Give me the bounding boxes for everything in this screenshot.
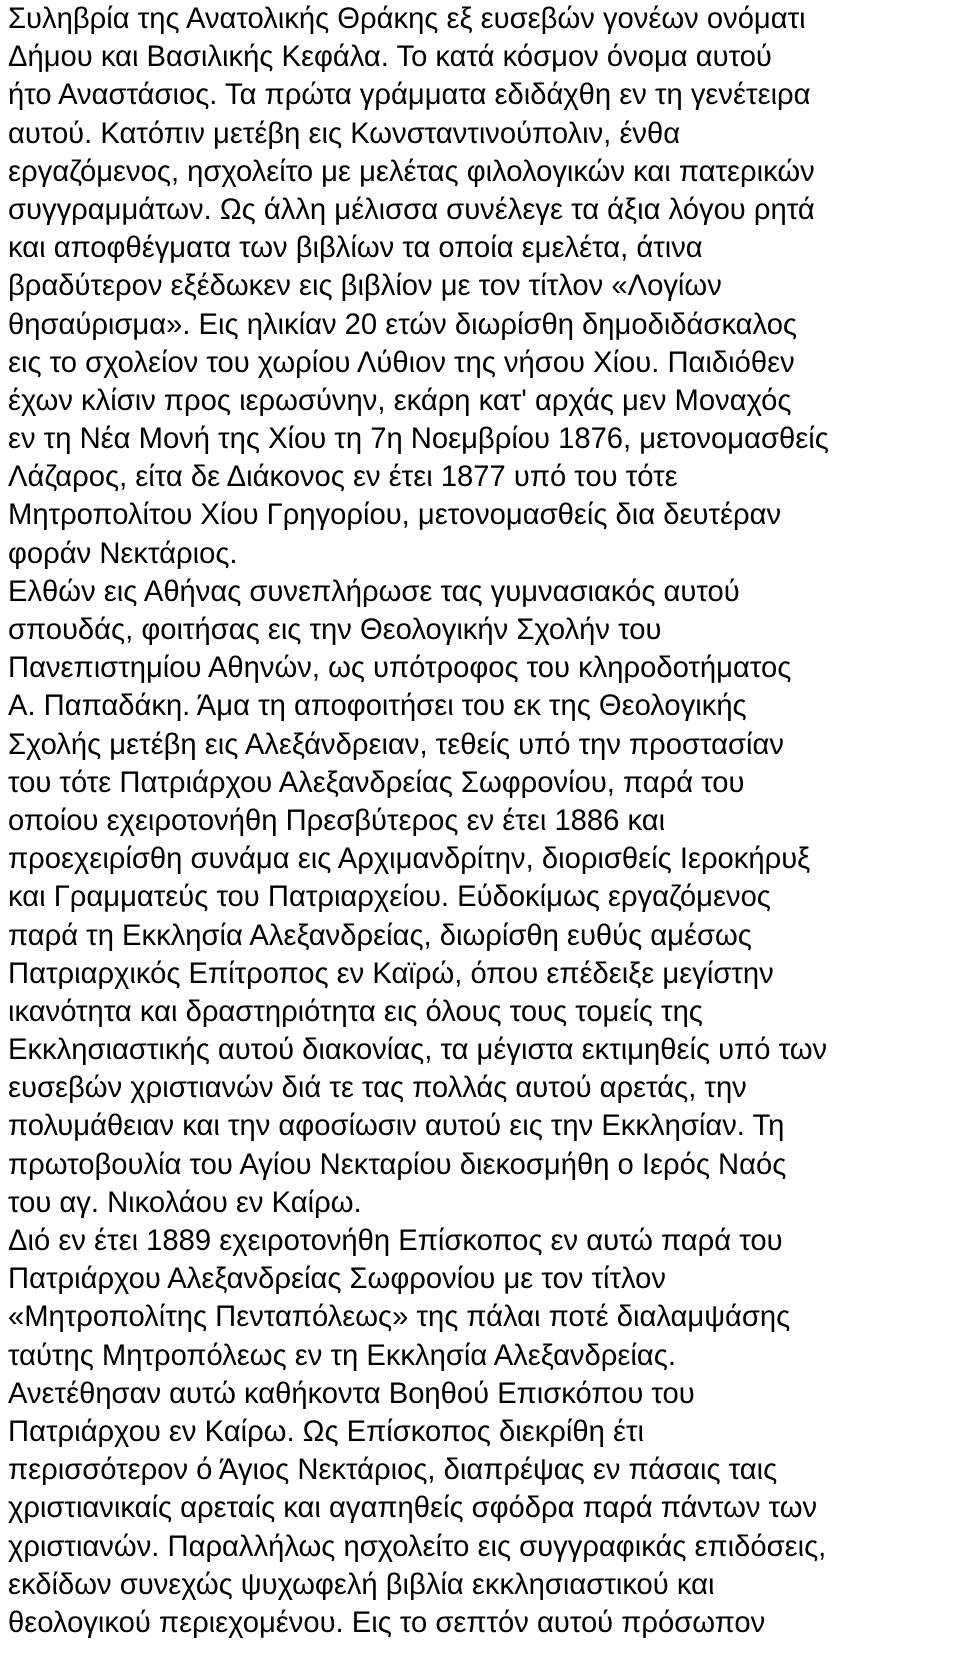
text-line: αυτού. Κατόπιν μετέβη εις Κωνσταντινούπολιν, ένθα [8, 117, 681, 150]
text-line: Δήμου και Βασιλικής Κεφάλα. Το κατά κόσμον όνομα αυτού [8, 41, 772, 74]
text-line: Πατριαρχικός Επίτροπος εν Καϊρώ, όπου επέδειξε μεγίστην [8, 957, 774, 990]
text-line: Ανετέθησαν αυτώ καθήκοντα Βοηθού Επισκόπου του [8, 1377, 695, 1410]
text-line: εν τη Νέα Μονή της Χίου τη 7η Νοεμβρίου 1876, μετονομασθείς [8, 423, 829, 456]
text-line: και αποφθέγματα των βιβλίων τα οποία εμελέτα, άτινα [8, 232, 703, 265]
document-page [8, 0, 956, 1678]
text-line: σπουδάς, φοιτήσας εις την Θεολογικήν Σχολήν του [8, 614, 662, 646]
text-line: εκδίδων συνεχώς ψυχωφελή βιβλία εκκλησιαστικού και [8, 1568, 715, 1601]
text-line: ικανότητα και δραστηριότητα εις όλους τους τομείς της [8, 995, 703, 1028]
text-line: Πατριάρχου Αλεξανδρείας Σωφρονίου με τον τίτλον [8, 1263, 666, 1296]
text-line: και Γραμματεύς του Πατριαρχείου. Εύδοκίμως εργαζόμενος [8, 881, 771, 914]
text-line: ήτο Αναστάσιος. Τα πρώτα γράμματα εδιδάχθη εν τη γενέτειρα [8, 79, 811, 112]
text-line: πρωτοβουλία του Αγίου Νεκταρίου διεκοσμήθη ο Ιερός Ναός [8, 1148, 787, 1181]
text-line: Εκκλησιαστικής αυτού διακονίας, τα μέγιστα εκτιμηθείς υπό των [8, 1034, 828, 1067]
text-line: Σχολής μετέβη εις Αλεξάνδρειαν, τεθείς υπό την προστασίαν [8, 728, 784, 761]
text-line: Πατριάρχου εν Καίρω. Ως Επίσκοπος διεκρίθη έτι [8, 1415, 644, 1448]
text-line: βραδύτερον εξέδωκεν εις βιβλίον με τον τίτλον «Λογίων [8, 270, 722, 303]
text-line: Μητροπολίτου Χίου Γρηγορίου, μετονομασθείς δια δευτέραν [8, 499, 782, 532]
text-line: θεολογικού περιεχομένου. Εις το σεπτόν αυτού πρόσωπον [8, 1606, 766, 1639]
text-line: εργαζόμενος, ησχολείτο με μελέτας φιλολογικών και πατερικών [8, 155, 815, 188]
text-line: «Μητροπολίτης Πενταπόλεως» της πάλαι ποτέ διαλαμψάσης [8, 1301, 791, 1334]
text-line: εις το σχολείον του χωρίου Λύθιον της νήσου Χίου. Παιδιόθεν [8, 346, 795, 379]
text-line: Συληβρία της Ανατολικής Θράκης εξ ευσεβών γονέων ονόματι [8, 3, 806, 35]
text-line: Ελθών εις Αθήνας συνεπλήρωσε τας γυμνασιακός αυτού [8, 575, 740, 608]
text-line: περισσότερον ό Άγιος Νεκτάριος, διαπρέψας εν πάσαις ταις [8, 1454, 778, 1487]
text-line: πολυμάθειαν και την αφοσίωσιν αυτού εις την Εκκλησίαν. Τη [8, 1110, 785, 1143]
text-line: Διό εν έτει 1889 εχειροτονήθη Επίσκοπος εν αυτώ παρά του [8, 1225, 783, 1257]
text-line: θησαύρισμα». Εις ηλικίαν 20 ετών διωρίσθη δημοδιδάσκαλος [8, 308, 798, 341]
text-line: προεχειρίσθη συνάμα εις Αρχιμανδρίτην, διορισθείς Ιεροκήρυξ [8, 843, 811, 876]
text-line: οποίου εχειροτονήθη Πρεσβύτερος εν έτει 1886 και [8, 804, 666, 837]
text-line: χριστιανών. Παραλλήλως ησχολείτο εις συγγραφικάς επιδόσεις, [8, 1530, 827, 1563]
text-line: του αγ. Νικολάου εν Καίρω. [8, 1186, 362, 1219]
text-line: χριστιανικαίς αρεταίς και αγαπηθείς σφόδρα παρά πάντων των [8, 1492, 818, 1525]
text-line: Πανεπιστημίου Αθηνών, ως υπότροφος του κληροδοτήματος [8, 652, 792, 685]
text-line: Λάζαρος, είτα δε Διάκονος εν έτει 1877 υπό του τότε [8, 461, 678, 494]
text-line: φοράν Νεκτάριος. [8, 537, 238, 570]
text-line: Α. Παπαδάκη. Άμα τη αποφοιτήσει του εκ της Θεολογικής [8, 690, 747, 723]
text-line: έχων κλίσιν προς ιερωσύνην, εκάρη κατ' αρχάς μεν Μοναχός [8, 384, 792, 417]
text-line: παρά τη Εκκλησία Αλεξανδρείας, διωρίσθη ευθύς αμέσως [8, 919, 752, 952]
text-line: συγγραμμάτων. Ως άλλη μέλισσα συνέλεγε τα άξια λόγου ρητά [8, 193, 815, 226]
text-line: ευσεβών χριστιανών διά τε τας πολλάς αυτού αρετάς, την [8, 1072, 747, 1105]
text-line: ταύτης Μητροπόλεως εν τη Εκκλησία Αλεξανδρείας. [8, 1339, 676, 1372]
text-line: του τότε Πατριάρχου Αλεξανδρείας Σωφρονίου, παρά του [8, 766, 745, 799]
